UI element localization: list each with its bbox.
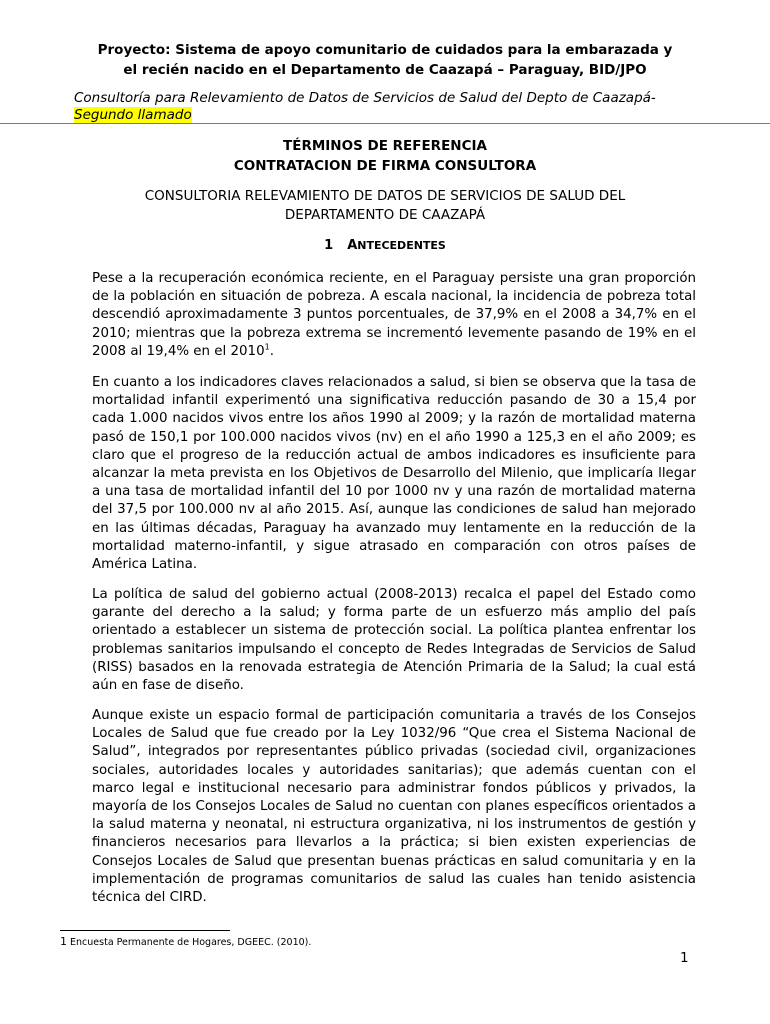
project-header-line-2: el recién nacido en el Departamento de Caazapá – Paraguay, BID/JPO <box>123 62 647 78</box>
footnote-text: Encuesta Permanente de Hogares, DGEEC. (2010). <box>70 937 312 948</box>
terms-of-reference-heading <box>0 136 770 176</box>
footnote-number: 1 <box>60 935 67 948</box>
tor-line-2: CONTRATACION DE FIRMA CONSULTORA <box>233 158 537 174</box>
footnote-reference[interactable]: 1 <box>264 342 270 352</box>
footnote <box>60 935 311 950</box>
paragraph-community-participation: Aunque existe un espacio formal de participación comunitaria a través de los Consejos Locales de Salud que fue creado por la Ley 1032/96 “Que crea el Sistema Nacional de Salud”, integrados por representantes público privadas (sociedad civil, organizaciones sociales, autoridades locales y autoridades sanitarias); que además cuentan con el marco legal e institucional necesario para administrar fondos públicos y privados, la mayoría de los Consejos Locales de Salud no cuentan con planes específicos orientados a la salud materna y neonatal, ni estructura organizativa, ni los instrumentos de gestión y financieros necesarios para llevarlos a la práctica; si bien existen experiencias de Consejos Locales de Salud que presentan buenas prácticas en salud comunitaria y en la implementación de programas comunitarios de salud las cuales han tenido asistencia técnica del CIRD. <box>92 708 696 906</box>
consultancy-subtitle-text: Consultoría para Relevamiento de Datos de Servicios de Salud del Depto de Caazapá- <box>74 90 656 106</box>
tor-line-1: TÉRMINOS DE REFERENCIA <box>283 138 487 154</box>
paragraph-health-policy: La política de salud del gobierno actual (2008-2013) recalca el papel del Estado como garante del derecho a la salud; y forma parte de un esfuerzo más amplio del país orientado a establecer un sistema de protección social. La política plantea enfrentar los problemas sanitarios impulsando el concepto de Redes Integradas de Servicios de Salud (RISS) basados en la renovada estrategia de Atención Primaria de la Salud; la cual está aún en fase de diseño. <box>92 587 696 694</box>
project-header <box>60 40 710 80</box>
consultancy-subtitle <box>74 90 714 124</box>
paragraph-poverty-text: Pese a la recuperación económica reciente, en el Paraguay persiste una gran proporción de la población en situación de pobreza. A escala nacional, la incidencia de pobreza total descendió aproximadamente 3 puntos porcentuales, de 37,9% en el 2008 a 34,7% en el 2010; mientras que la pobreza extrema se incrementó levemente pasando de 19% en el 2008 al 19,4% en el 2010 <box>92 271 696 359</box>
header-divider <box>0 123 770 124</box>
section-title-rest: NTECEDENTES <box>357 239 446 252</box>
project-header-line-1: Proyecto: Sistema de apoyo comunitario de cuidados para la embarazada y <box>97 42 673 58</box>
section-number: 1 <box>324 238 334 253</box>
highlighted-call-text: Segundo llamado <box>74 107 192 123</box>
consultancy-title <box>110 187 660 225</box>
consultancy-title-line-1: CONSULTORIA RELEVAMIENTO DE DATOS DE SERVICIOS DE SALUD DEL <box>144 188 626 204</box>
paragraph-health-indicators: En cuanto a los indicadores claves relacionados a salud, si bien se observa que la tasa de mortalidad infantil experimentó una significativa reducción pasando de 30 a 15,4 por cada 1.000 nacidos vivos entre los años 1990 al 2009; y la razón de mortalidad materna pasó de 150,1 por 100.000 nacidos vivos (nv) en el año 1990 a 125,3 en el año 2009; es claro que el progreso de la reducción actual de ambos indicadores es insuficiente para alcanzar la meta prevista en los Objetivos de Desarrollo del Milenio, que implicaría llegar a una tasa de mortalidad infantil del 10 por 1000 nv y una razón de mortalidad materna del 37,5 por 100.000 nv al año 2015. Así, aunque las condiciones de salud han mejorado en las últimas décadas, Paraguay ha avanzado muy lentamente en la reducción de la mortalidad materno-infantil, y sigue atrasado en comparación con otros países de América Latina. <box>92 375 696 573</box>
section-heading <box>0 238 770 254</box>
consultancy-title-line-2: DEPARTAMENTO DE CAAZAPÁ <box>284 207 486 223</box>
paragraph-poverty-end: . <box>269 343 274 359</box>
section-title-initial: A <box>347 238 358 253</box>
page-number: 1 <box>680 950 689 966</box>
footnote-separator <box>60 930 230 931</box>
paragraph-poverty <box>92 270 696 361</box>
